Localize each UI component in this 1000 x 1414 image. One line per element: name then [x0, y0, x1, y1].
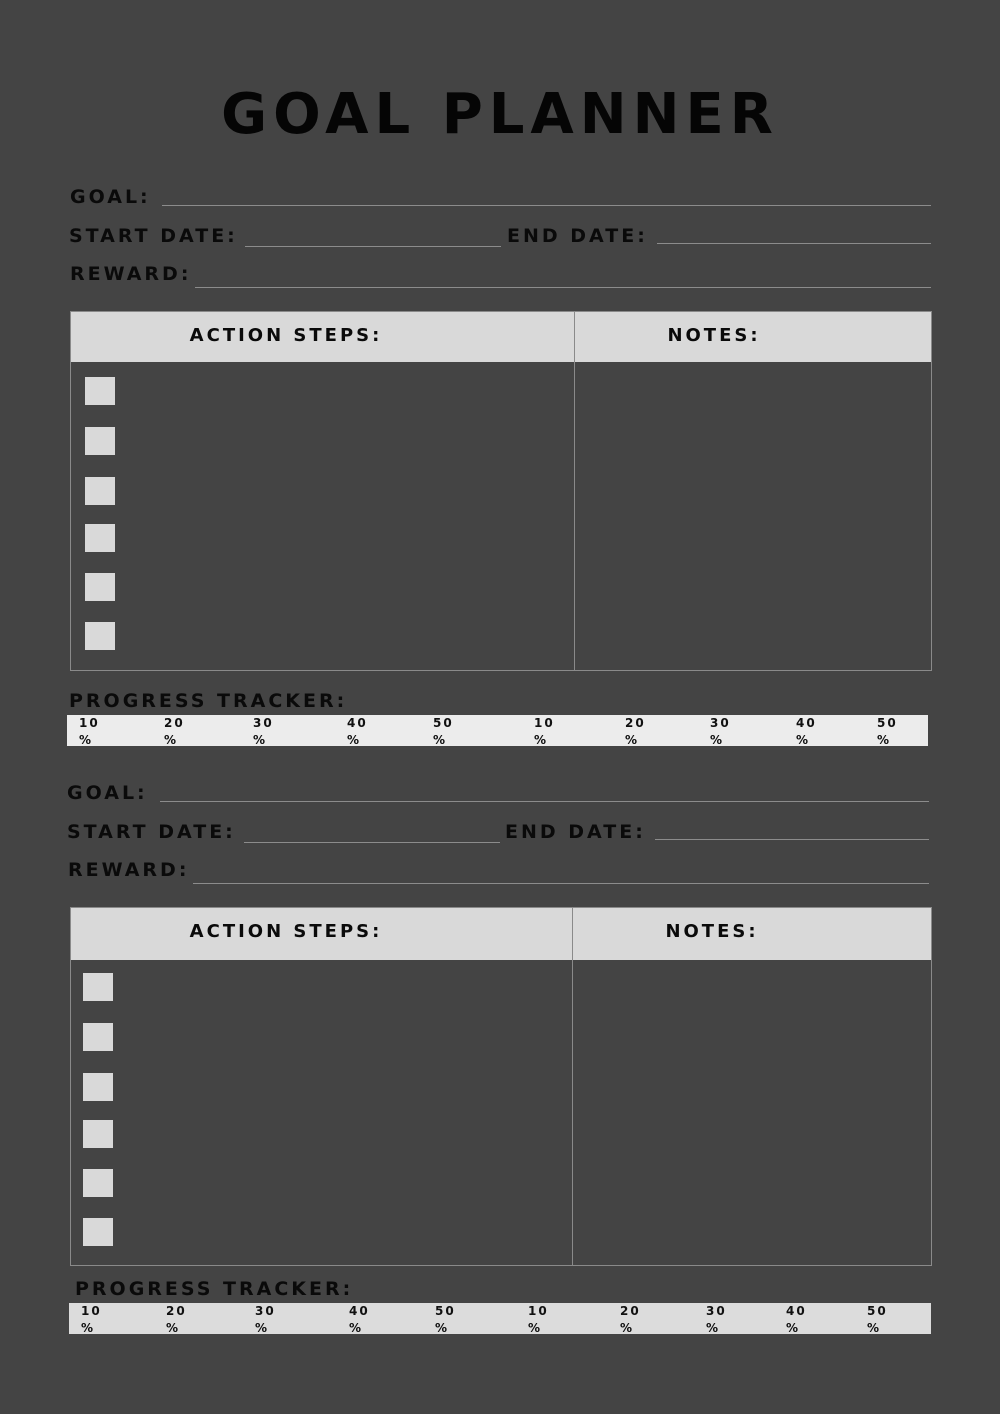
notes-header: NOTES: — [665, 921, 759, 942]
goal-label: GOAL: — [67, 782, 148, 804]
tracker-tick[interactable]: 40 % — [347, 716, 368, 747]
tracker-tick[interactable]: 20 % — [166, 1304, 187, 1335]
tracker-tick[interactable]: 30 % — [255, 1304, 276, 1335]
goal-input-line[interactable] — [160, 801, 929, 802]
action-step-checkbox-3[interactable] — [83, 1073, 113, 1101]
tracker-tick[interactable]: 50 % — [867, 1304, 888, 1335]
end-date-input-line[interactable] — [655, 839, 929, 840]
action-step-checkbox-6[interactable] — [85, 622, 115, 650]
tracker-tick[interactable]: 10 % — [79, 716, 100, 747]
reward-input-line[interactable] — [193, 883, 929, 884]
tracker-tick[interactable]: 50 % — [435, 1304, 456, 1335]
tracker-tick[interactable]: 10 % — [528, 1304, 549, 1335]
progress-tracker-label: PROGRESS TRACKER: — [69, 690, 348, 712]
action-notes-table — [70, 907, 932, 1266]
end-date-label: END DATE: — [507, 225, 648, 247]
tracker-tick[interactable]: 30 % — [710, 716, 731, 747]
action-step-checkbox-6[interactable] — [83, 1218, 113, 1246]
action-step-checkbox-5[interactable] — [83, 1169, 113, 1197]
action-steps-header: ACTION STEPS: — [189, 921, 383, 942]
page-title: GOAL PLANNER — [221, 82, 779, 147]
start-date-label: START DATE: — [67, 821, 236, 843]
progress-tracker-bar — [67, 715, 928, 746]
end-date-label: END DATE: — [505, 821, 646, 843]
tracker-tick[interactable]: 30 % — [706, 1304, 727, 1335]
tracker-tick[interactable]: 50 % — [877, 716, 898, 747]
tracker-tick[interactable]: 20 % — [625, 716, 646, 747]
tracker-tick[interactable]: 40 % — [796, 716, 817, 747]
action-step-checkbox-1[interactable] — [83, 973, 113, 1001]
tracker-tick[interactable]: 20 % — [164, 716, 185, 747]
progress-tracker-bar — [69, 1303, 931, 1334]
start-date-label: START DATE: — [69, 225, 238, 247]
reward-label: REWARD: — [70, 263, 192, 285]
tracker-tick[interactable]: 50 % — [433, 716, 454, 747]
start-date-input-line[interactable] — [244, 842, 500, 843]
tracker-tick[interactable]: 10 % — [534, 716, 555, 747]
tracker-tick[interactable]: 40 % — [349, 1304, 370, 1335]
tracker-tick[interactable]: 20 % — [620, 1304, 641, 1335]
tracker-tick[interactable]: 10 % — [81, 1304, 102, 1335]
action-steps-header: ACTION STEPS: — [189, 325, 383, 346]
goal-label: GOAL: — [70, 186, 151, 208]
tracker-tick[interactable]: 30 % — [253, 716, 274, 747]
progress-tracker-label: PROGRESS TRACKER: — [75, 1278, 354, 1300]
action-step-checkbox-2[interactable] — [83, 1023, 113, 1051]
action-step-checkbox-4[interactable] — [83, 1120, 113, 1148]
notes-header: NOTES: — [667, 325, 761, 346]
tracker-tick[interactable]: 40 % — [786, 1304, 807, 1335]
reward-label: REWARD: — [68, 859, 190, 881]
column-divider — [572, 908, 573, 1265]
